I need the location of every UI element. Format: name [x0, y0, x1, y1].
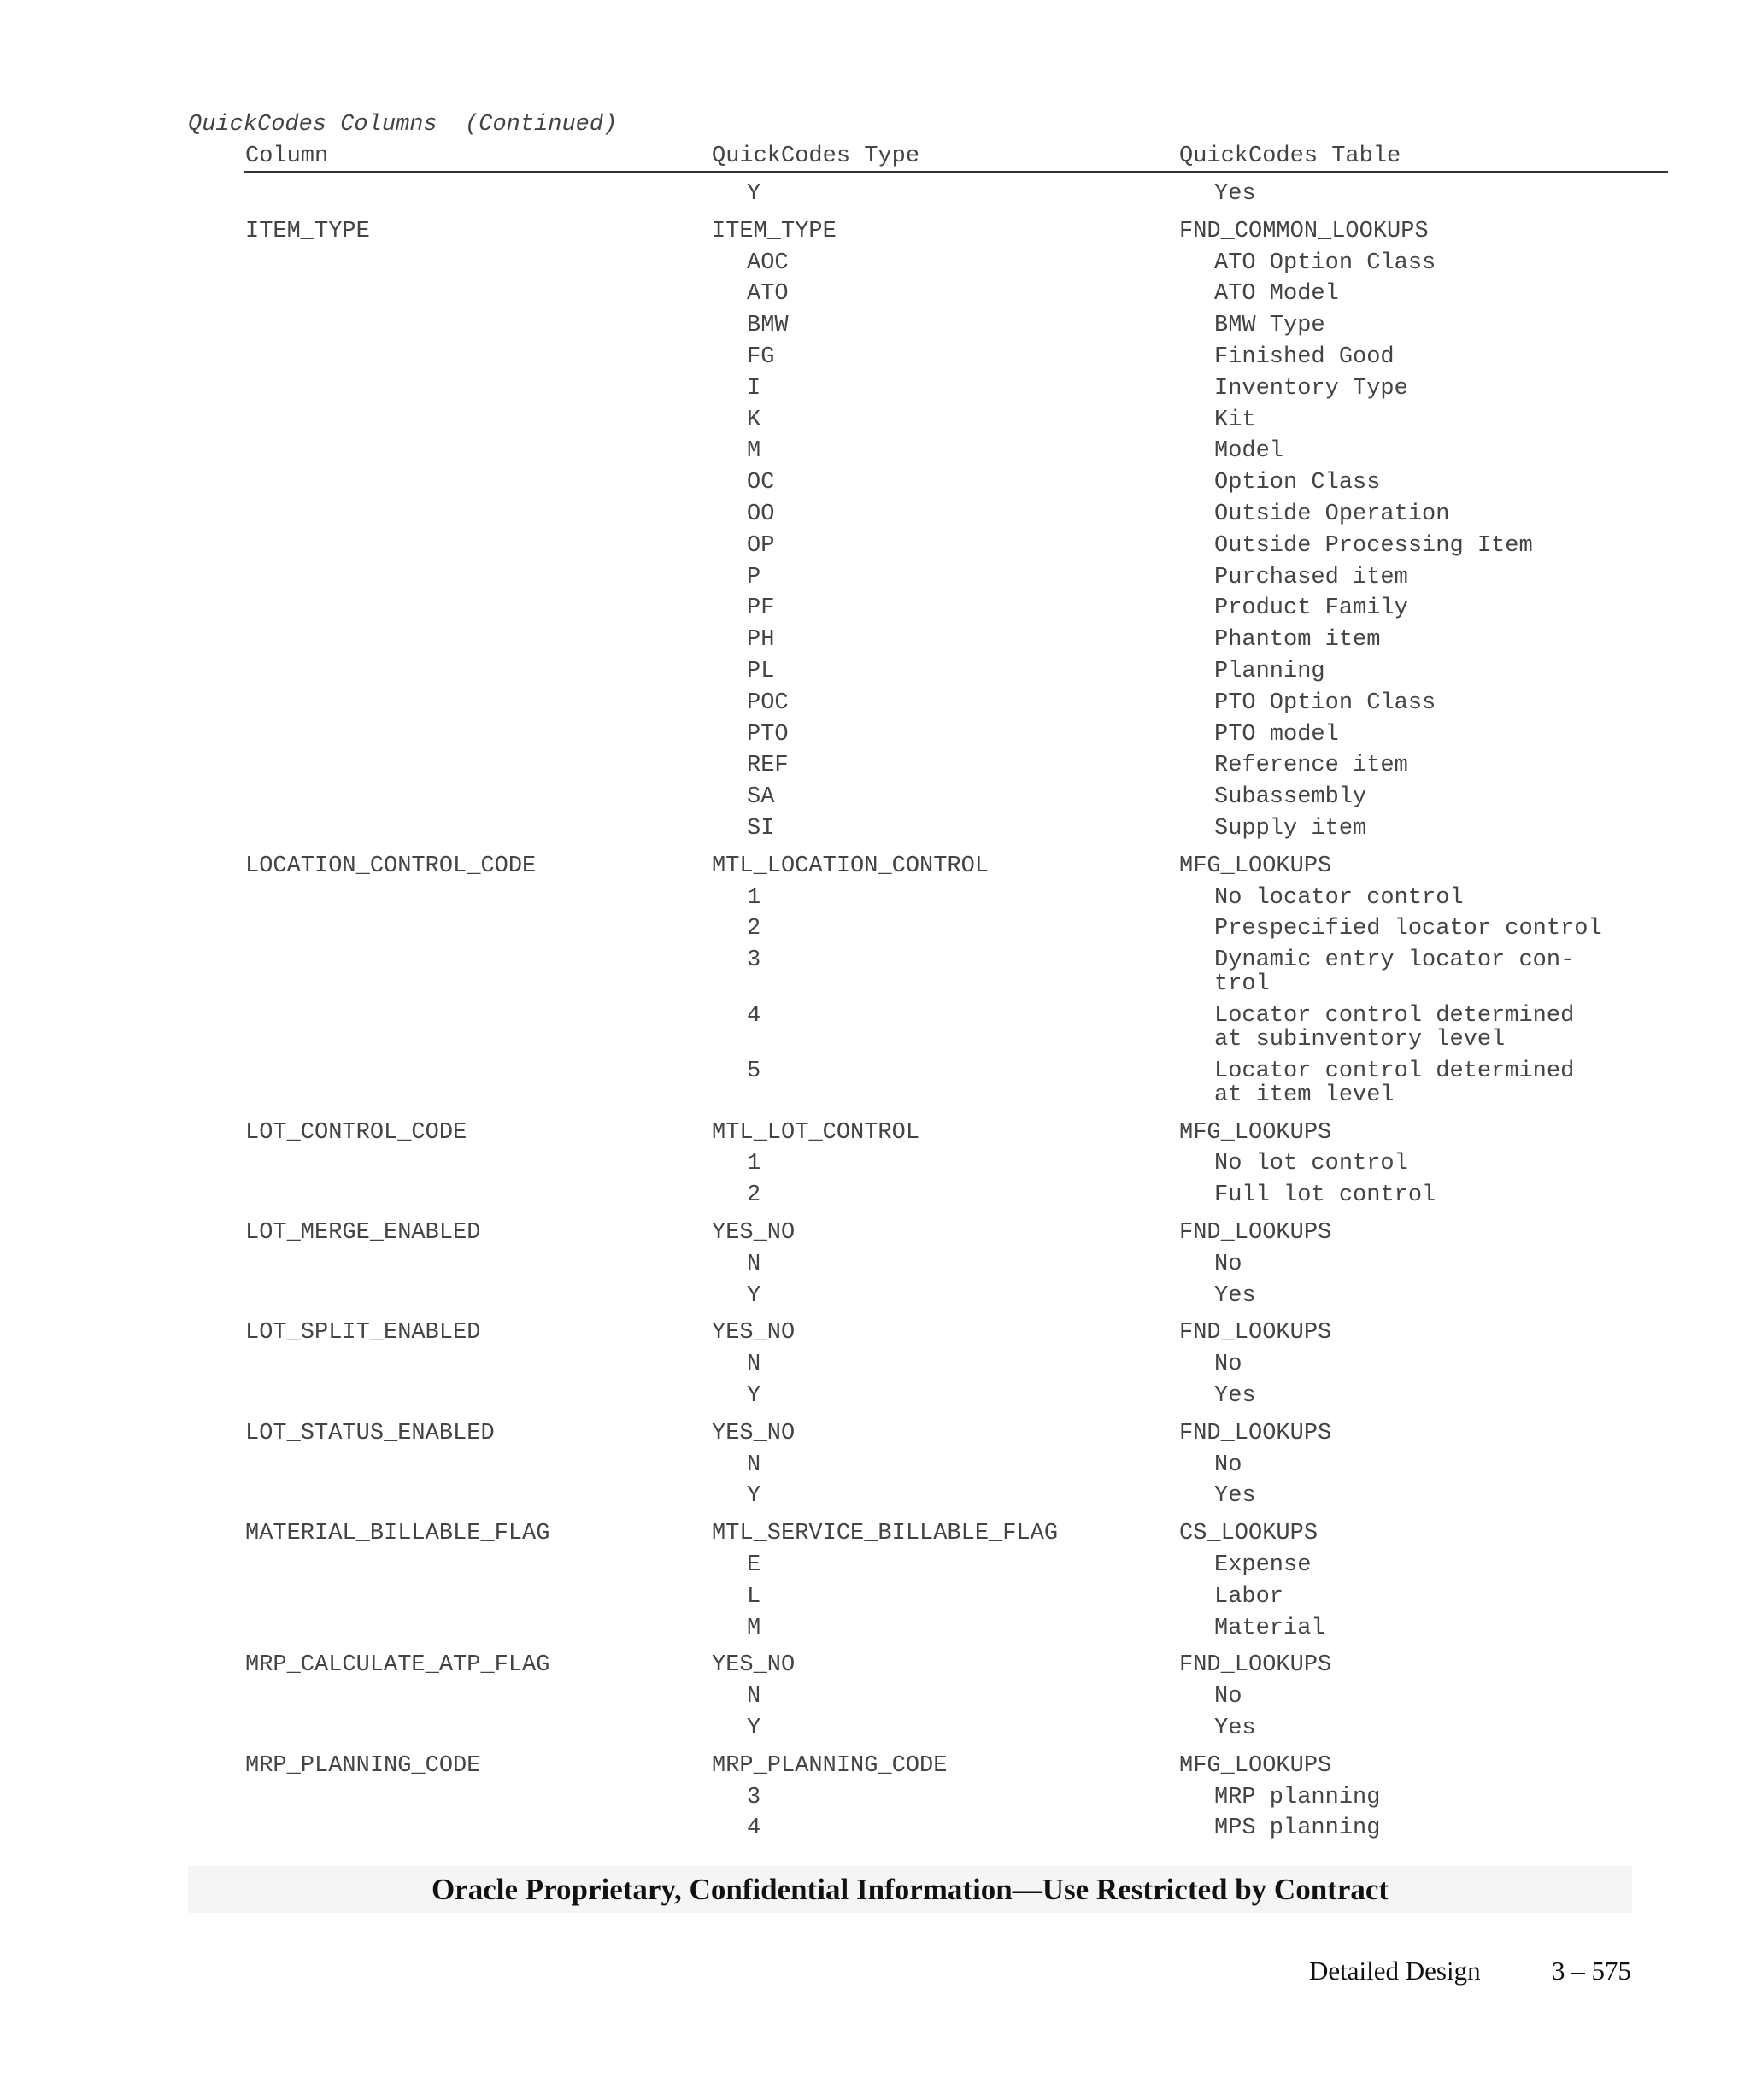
code-meaning: Yes	[1214, 1383, 1256, 1409]
code-value: PTO	[747, 721, 789, 748]
code-meaning: No	[1214, 1684, 1242, 1710]
code-meaning: Prespecified locator control	[1214, 916, 1602, 942]
quickcodes-type: YES_NO	[712, 1320, 796, 1346]
code-value: BMW	[747, 313, 789, 339]
code-value: Y	[747, 181, 761, 207]
code-value: K	[747, 407, 761, 433]
code-meaning: MRP planning	[1214, 1784, 1381, 1810]
code-meaning: Planning	[1214, 659, 1325, 684]
code-value: 3	[747, 947, 761, 974]
code-meaning: Model	[1214, 438, 1284, 465]
code-meaning: Yes	[1214, 1716, 1256, 1741]
code-meaning: No	[1214, 1352, 1242, 1378]
code-value: 2	[747, 916, 761, 942]
quickcodes-table: FND_LOOKUPS	[1179, 1220, 1332, 1246]
code-meaning: Locator control determined at item level	[1214, 1058, 1575, 1108]
quickcodes-type: MTL_LOCATION_CONTROL	[712, 853, 990, 879]
code-meaning: Expense	[1214, 1552, 1312, 1578]
code-value: I	[747, 375, 761, 402]
code-value: M	[747, 1615, 761, 1641]
header-quickcodes-table: QuickCodes Table	[1179, 144, 1401, 169]
code-value: AOC	[747, 249, 789, 276]
code-meaning: Yes	[1214, 181, 1256, 207]
code-value: 5	[747, 1058, 761, 1084]
code-value: P	[747, 564, 761, 590]
code-meaning: Reference item	[1214, 753, 1408, 779]
quickcodes-type: ITEM_TYPE	[712, 218, 837, 244]
code-value: PL	[747, 659, 775, 684]
quickcodes-type: YES_NO	[712, 1420, 796, 1446]
code-meaning: PTO Option Class	[1214, 689, 1436, 716]
code-value: N	[747, 1251, 761, 1277]
code-value: Y	[747, 1282, 761, 1309]
quickcodes-type: YES_NO	[712, 1220, 796, 1246]
column-name: LOCATION_CONTROL_CODE	[245, 853, 537, 879]
code-value: M	[747, 438, 761, 465]
footer-section: Detailed Design	[1309, 1956, 1481, 1986]
code-meaning: Outside Processing Item	[1214, 532, 1533, 559]
code-value: OO	[747, 502, 775, 527]
code-meaning: Full lot control	[1214, 1182, 1436, 1209]
quickcodes-table: FND_COMMON_LOOKUPS	[1179, 218, 1429, 244]
header-column: Column	[245, 144, 329, 169]
header-quickcodes-type: QuickCodes Type	[712, 144, 920, 169]
quickcodes-table: MFG_LOOKUPS	[1179, 1752, 1332, 1779]
code-meaning: No lot control	[1214, 1151, 1408, 1177]
code-meaning: ATO Model	[1214, 281, 1339, 308]
code-meaning: Material	[1214, 1615, 1325, 1641]
code-value: PH	[747, 627, 775, 654]
code-value: 1	[747, 884, 761, 911]
code-value: SI	[747, 816, 775, 842]
quickcodes-table: FND_LOOKUPS	[1179, 1320, 1332, 1346]
footer-page-number: 3 – 575	[1552, 1956, 1631, 1986]
table-caption: QuickCodes Columns (Continued)	[188, 112, 618, 138]
code-value: 2	[747, 1182, 761, 1209]
code-value: REF	[747, 753, 789, 779]
code-value: N	[747, 1452, 761, 1478]
code-meaning: No	[1214, 1452, 1242, 1478]
quickcodes-table: MFG_LOOKUPS	[1179, 1119, 1332, 1146]
quickcodes-table: FND_LOOKUPS	[1179, 1652, 1332, 1679]
column-name: LOT_STATUS_ENABLED	[245, 1420, 495, 1446]
code-value: Y	[747, 1716, 761, 1741]
code-meaning: Inventory Type	[1214, 375, 1408, 402]
code-value: 1	[747, 1151, 761, 1177]
column-name: MATERIAL_BILLABLE_FLAG	[245, 1521, 550, 1547]
code-meaning: No locator control	[1214, 884, 1464, 911]
code-value: N	[747, 1352, 761, 1378]
code-meaning: Option Class	[1214, 470, 1381, 496]
column-name: LOT_CONTROL_CODE	[245, 1119, 467, 1146]
column-name: MRP_CALCULATE_ATP_FLAG	[245, 1652, 550, 1679]
code-value: 3	[747, 1784, 761, 1810]
confidential-banner: Oracle Proprietary, Confidential Information––Use Restricted by Contract	[188, 1866, 1632, 1913]
code-meaning: Product Family	[1214, 595, 1408, 622]
column-name: LOT_MERGE_ENABLED	[245, 1220, 481, 1246]
code-meaning: Finished Good	[1214, 344, 1395, 370]
code-meaning: Purchased item	[1214, 564, 1408, 590]
code-meaning: Outside Operation	[1214, 502, 1450, 527]
code-value: Y	[747, 1383, 761, 1409]
code-value: OC	[747, 470, 775, 496]
quickcodes-table: FND_LOOKUPS	[1179, 1420, 1332, 1446]
code-meaning: Phantom item	[1214, 627, 1381, 654]
code-meaning: PTO model	[1214, 721, 1339, 748]
code-value: PF	[747, 595, 775, 622]
code-meaning: BMW Type	[1214, 313, 1325, 339]
code-value: Y	[747, 1483, 761, 1510]
code-meaning: No	[1214, 1251, 1242, 1277]
code-meaning: Yes	[1214, 1282, 1256, 1309]
code-value: ATO	[747, 281, 789, 308]
code-value: 4	[747, 1003, 761, 1029]
quickcodes-type: MTL_LOT_CONTROL	[712, 1119, 920, 1146]
column-name: MRP_PLANNING_CODE	[245, 1752, 481, 1779]
code-value: SA	[747, 784, 775, 811]
code-meaning: Locator control determined at subinventory level	[1214, 1003, 1575, 1053]
code-meaning: ATO Option Class	[1214, 249, 1436, 276]
header-rule	[244, 171, 1668, 173]
code-meaning: Labor	[1214, 1583, 1284, 1610]
column-name: LOT_SPLIT_ENABLED	[245, 1320, 481, 1346]
code-value: FG	[747, 344, 775, 370]
code-meaning: Yes	[1214, 1483, 1256, 1510]
code-meaning: MPS planning	[1214, 1816, 1381, 1842]
quickcodes-table: MFG_LOOKUPS	[1179, 853, 1332, 879]
quickcodes-type: MTL_SERVICE_BILLABLE_FLAG	[712, 1521, 1059, 1547]
code-value: E	[747, 1552, 761, 1578]
code-meaning: Kit	[1214, 407, 1256, 433]
column-name: ITEM_TYPE	[245, 218, 370, 244]
code-meaning: Dynamic entry locator con- trol	[1214, 947, 1575, 998]
code-value: N	[747, 1684, 761, 1710]
quickcodes-type: YES_NO	[712, 1652, 796, 1679]
code-value: 4	[747, 1816, 761, 1842]
code-value: L	[747, 1583, 761, 1610]
code-meaning: Supply item	[1214, 816, 1367, 842]
code-value: OP	[747, 532, 775, 559]
code-meaning: Subassembly	[1214, 784, 1367, 811]
quickcodes-table: CS_LOOKUPS	[1179, 1521, 1318, 1547]
quickcodes-type: MRP_PLANNING_CODE	[712, 1752, 948, 1779]
code-value: POC	[747, 689, 789, 716]
